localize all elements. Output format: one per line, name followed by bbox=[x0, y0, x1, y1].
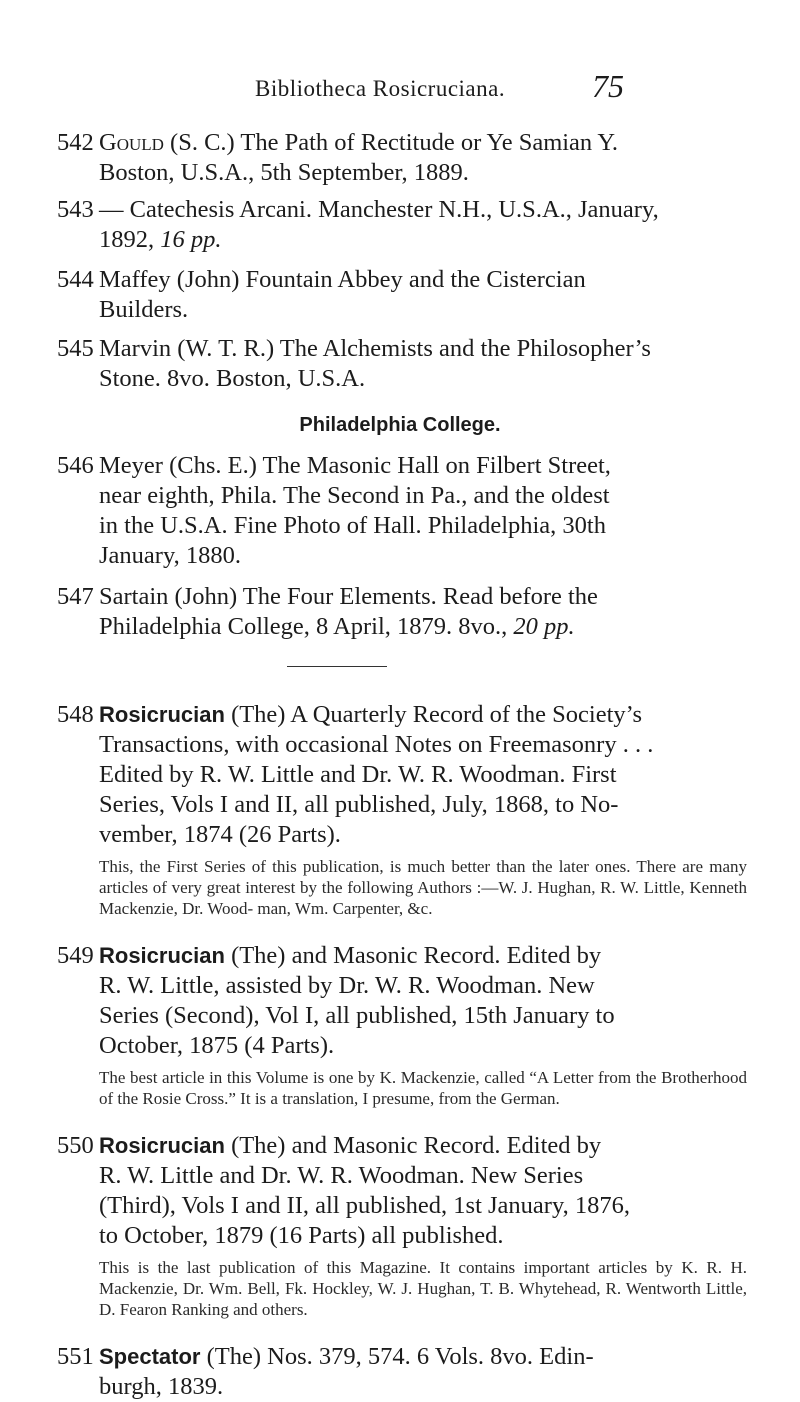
entry-continuation: Builders. bbox=[99, 296, 189, 323]
entry-continuation: (Third), Vols I and II, all published, 1st January, 1876, bbox=[99, 1192, 630, 1219]
entry-number: 544 bbox=[57, 266, 94, 293]
entry-number: 549 bbox=[57, 942, 94, 969]
page-number: 75 bbox=[592, 68, 624, 104]
entry-548 bbox=[57, 700, 747, 919]
running-head bbox=[0, 68, 800, 108]
entry-title: Meyer (Chs. E.) The Masonic Hall on Filbert Street, bbox=[99, 452, 611, 479]
entry-continuation: January, 1880. bbox=[99, 542, 241, 569]
entry-title: — Catechesis Arcani. Manchester N.H., U.S.A., January, bbox=[99, 196, 659, 223]
entry-continuation: in the U.S.A. Fine Photo of Hall. Philadelphia, 30th bbox=[99, 512, 606, 539]
entry-546 bbox=[57, 451, 747, 571]
entry-brand: Spectator bbox=[99, 1344, 201, 1369]
entry-number: 546 bbox=[57, 452, 94, 479]
entry-number: 550 bbox=[57, 1132, 94, 1159]
entry-continuation: Boston, U.S.A., 5th September, 1889. bbox=[99, 159, 469, 186]
entry-title: (The) Nos. 379, 574. 6 Vols. 8vo. Edin- bbox=[200, 1343, 594, 1370]
entry-544 bbox=[57, 265, 747, 325]
entry-title: (The) and Masonic Record. Edited by bbox=[224, 942, 602, 969]
entry-number: 548 bbox=[57, 701, 94, 728]
entry-note: This is the last publication of this Magazine. It contains important articles by K. R. H. Mackenzie, Dr. Wm. Bell, Fk. Hockley, W. J. Hughan, T. B. Whytehead, R. Wentworth Little, D. Fearon Ranking and others. bbox=[99, 1258, 747, 1319]
entry-543 bbox=[57, 195, 747, 255]
entry-note: This, the First Series of this publication, is much better than the later ones. There are many articles of very great interest by the following Authors :—W. J. Hughan, R. W. Little, Kenneth Mackenzie, Dr. Wood- man, Wm. Carpenter, &c. bbox=[99, 857, 747, 918]
entry-author: Gould bbox=[99, 129, 164, 156]
section-heading: Philadelphia College. bbox=[299, 414, 501, 436]
entry-title: Marvin (W. T. R.) The Alchemists and the Philosopher’s bbox=[99, 335, 651, 362]
entry-title: (The) A Quarterly Record of the Society’s bbox=[224, 701, 642, 728]
entry-continuation: R. W. Little, assisted by Dr. W. R. Woodman. New bbox=[99, 972, 595, 999]
entry-continuation: Series (Second), Vol I, all published, 15th January to bbox=[99, 1002, 615, 1029]
entry-title: Maffey (John) Fountain Abbey and the Cistercian bbox=[99, 266, 586, 293]
entry-continuation: vember, 1874 (26 Parts). bbox=[99, 821, 341, 848]
entry-continuation: 1892, bbox=[99, 226, 161, 253]
entry-continuation: R. W. Little and Dr. W. R. Woodman. New Series bbox=[99, 1162, 584, 1189]
entry-brand: Rosicrucian bbox=[99, 943, 225, 968]
entry-continuation: Stone. 8vo. Boston, U.S.A. bbox=[99, 365, 366, 392]
entry-551 bbox=[57, 1342, 747, 1402]
entry-number: 543 bbox=[57, 196, 94, 223]
entry-title: (S. C.) The Path of Rectitude or Ye Samian Y. bbox=[163, 129, 619, 156]
entry-number: 551 bbox=[57, 1343, 94, 1370]
entry-continuation: Philadelphia College, 8 April, 1879. 8vo., bbox=[99, 613, 514, 640]
entry-brand: Rosicrucian bbox=[99, 702, 225, 727]
entry-title: (The) and Masonic Record. Edited by bbox=[224, 1132, 602, 1159]
entry-continuation: to October, 1879 (16 Parts) all published. bbox=[99, 1222, 504, 1249]
entry-title: Sartain (John) The Four Elements. Read before the bbox=[99, 583, 598, 610]
entry-547 bbox=[57, 582, 747, 642]
entry-brand: Rosicrucian bbox=[99, 1133, 225, 1158]
entry-542 bbox=[57, 128, 747, 188]
entry-number: 542 bbox=[57, 129, 94, 156]
entry-continuation: near eighth, Phila. The Second in Pa., and the oldest bbox=[99, 482, 610, 509]
running-title: Bibliotheca Rosicruciana. bbox=[255, 76, 506, 101]
entry-continuation: Edited by R. W. Little and Dr. W. R. Woodman. First bbox=[99, 761, 617, 788]
entry-pages: 20 pp. bbox=[513, 613, 575, 640]
entry-number: 547 bbox=[57, 583, 94, 610]
entry-continuation: Transactions, with occasional Notes on Freemasonry . . . bbox=[99, 731, 654, 758]
entry-number: 545 bbox=[57, 335, 94, 362]
entry-pages: 16 pp. bbox=[160, 226, 222, 253]
entry-545 bbox=[57, 334, 747, 394]
entry-continuation: October, 1875 (4 Parts). bbox=[99, 1032, 335, 1059]
entry-549 bbox=[57, 941, 747, 1109]
entry-continuation: Series, Vols I and II, all published, July, 1868, to No- bbox=[99, 791, 619, 818]
entry-550 bbox=[57, 1131, 747, 1320]
entry-continuation: burgh, 1839. bbox=[99, 1373, 224, 1400]
section-divider bbox=[287, 666, 387, 667]
entry-note: The best article in this Volume is one by K. Mackenzie, called “A Letter from the Brotherhood of the Rosie Cross.” It is a translation, I presume, from the German. bbox=[99, 1068, 747, 1108]
